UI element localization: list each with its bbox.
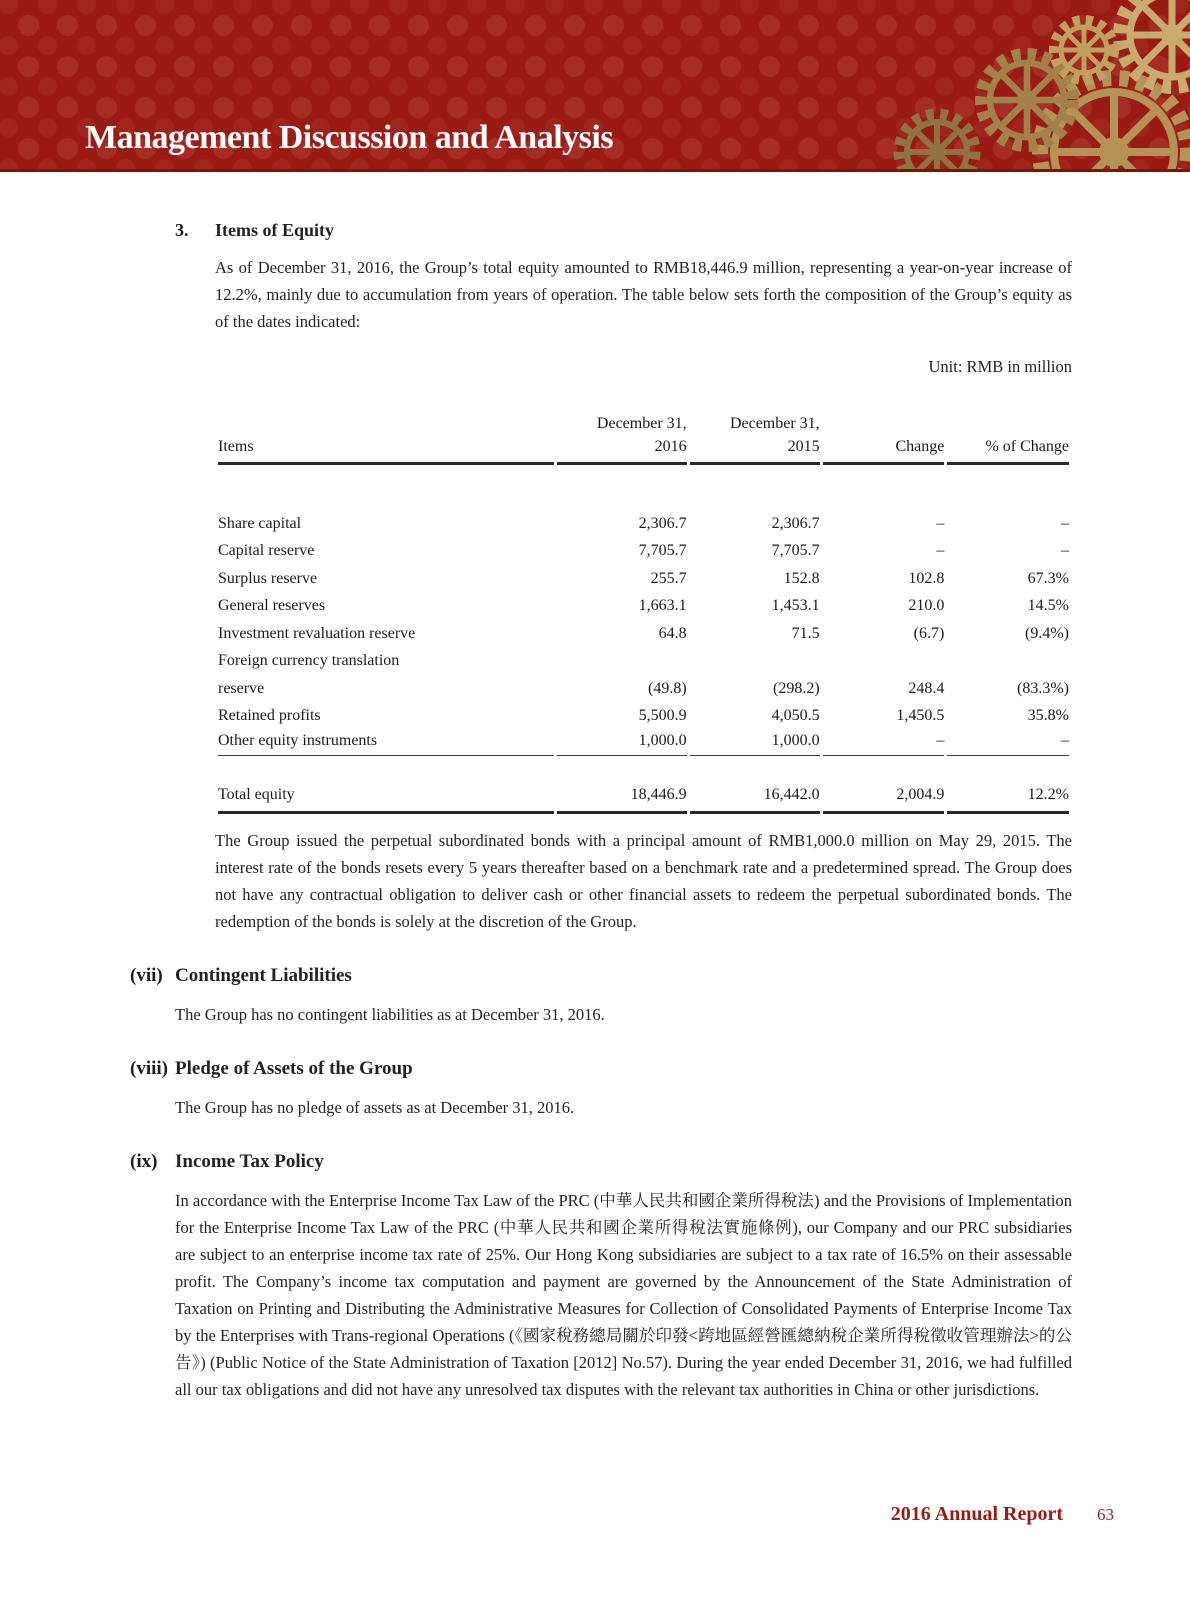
header-2015: 2015 xyxy=(690,433,820,465)
section-contingent-liabilities xyxy=(130,965,1072,1028)
table-header-row-1 xyxy=(218,403,1069,433)
table-row-general-reserves: General reserves 1,663.1 1,453.1 210.0 14.5% xyxy=(218,597,1069,614)
table-row-total-equity: Total equity 18,446.9 16,442.0 2,004.9 12.2% xyxy=(218,780,1069,814)
table-row-capital-reserve: Capital reserve 7,705.7 7,705.7 – – xyxy=(218,542,1069,559)
section-body: The Group has no pledge of assets as at December 31, 2016. xyxy=(175,1098,575,1117)
footer-report-title: 2016 Annual Report xyxy=(890,1503,1063,1525)
section-title: Pledge of Assets of the Group xyxy=(175,1058,413,1079)
page-title: Management Discussion and Analysis xyxy=(85,119,614,156)
section-items-of-equity xyxy=(175,220,1072,935)
header-pct-change: % of Change xyxy=(947,433,1069,465)
section-title: Contingent Liabilities xyxy=(175,965,352,986)
table-row-fct-label: Foreign currency translation xyxy=(218,652,400,669)
table-row-investment-revaluation-reserve: Investment revaluation reserve 64.8 71.5 (6.7) (9.4%) xyxy=(218,624,1069,642)
section-body: The Group has no contingent liabilities as at December 31, 2016. xyxy=(175,1005,605,1024)
header-2016: 2016 xyxy=(557,433,687,465)
bond-paragraph: The Group issued the perpetual subordinated bonds with a principal amount of RMB1,000.0 million on May 29, 2015. The interest rate of the bonds resets every 5 years thereafter based on a benchmark rate and a predetermined spread. The Group does not have any contractual obligation to deliver cash or other financial assets to redeem the perpetual subordinated bonds. The redemption of the bonds is solely at the discretion of the Group. xyxy=(215,831,1072,931)
equity-intro-paragraph: As of December 31, 2016, the Group’s total equity amounted to RMB18,446.9 million, representing a year-on-year increase of 12.2%, mainly due to accumulation from years of operation. The table below sets forth the composition of the Group’s equity as of the dates indicated: xyxy=(215,258,1072,331)
section-body: In accordance with the Enterprise Income Tax Law of the PRC (中華人民共和國企業所得稅法) and the Provisions of Implementation for the Enterprise Income Tax Law of the PRC (中華人民共和國企業所得稅法實施條例), our Company and our PRC subsidiaries are subject to an enterprise income tax rate of 25%. Our Hong Kong subsidiaries are subject to a tax rate of 16.5% on their assessable profit. The Company’s income tax computation and payment are governed by the Announcement of the State Administration of Taxation on Printing and Distributing the Administrative Measures for Collection of Consolidated Payments of Enterprise Income Tax by the Enterprises with Trans-regional Operations (《國家稅務總局關於印發<跨地區經營匯總納稅企業所得稅徵收管理辦法>的公告》) (Public Notice of the State Administration of Taxation [2012] No.57). During the year ended December 31, 2016, we had fulfilled all our tax obligations and did not have any unresolved tax disputes with the relevant tax authorities in China or other jurisdictions. xyxy=(175,1191,1072,1399)
header-items: Items xyxy=(218,433,554,465)
section-number: (viii) xyxy=(130,1058,168,1079)
section-number: (vii) xyxy=(130,965,163,986)
page-footer xyxy=(891,1503,1114,1526)
gears-image xyxy=(862,0,1190,172)
header-change: Change xyxy=(823,433,945,465)
page-content xyxy=(0,172,1190,1403)
table-spacer xyxy=(218,756,1069,780)
table-row-retained-profits: Retained profits 5,500.9 4,050.5 1,450.5 35.8% xyxy=(218,707,1069,724)
header-dec-2015-line1: December 31, xyxy=(729,415,820,432)
table-spacer xyxy=(218,465,1069,505)
section-income-tax-policy xyxy=(130,1151,1072,1403)
equity-table xyxy=(215,403,1072,814)
section-number: (ix) xyxy=(130,1151,158,1172)
table-row-share-capital: Share capital 2,306.7 2,306.7 – – xyxy=(218,514,1069,532)
table-row-fct-reserve: reserve (49.8) (298.2) 248.4 (83.3%) xyxy=(218,679,1069,697)
section-number: 3. xyxy=(175,220,189,240)
table-header-row-2 xyxy=(218,433,1069,465)
section-pledge-of-assets xyxy=(130,1058,1072,1121)
unit-note: Unit: RMB in million xyxy=(928,357,1072,376)
section-title: Items of Equity xyxy=(215,220,335,240)
header-dec-2016-line1: December 31, xyxy=(596,415,687,432)
table-row-other-equity-instruments: Other equity instruments 1,000.0 1,000.0 – – xyxy=(218,725,1069,756)
table-row-surplus-reserve: Surplus reserve 255.7 152.8 102.8 67.3% xyxy=(218,569,1069,587)
footer-page-number: 63 xyxy=(1097,1505,1114,1524)
section-title: Income Tax Policy xyxy=(175,1151,324,1172)
page-banner xyxy=(0,0,1190,172)
